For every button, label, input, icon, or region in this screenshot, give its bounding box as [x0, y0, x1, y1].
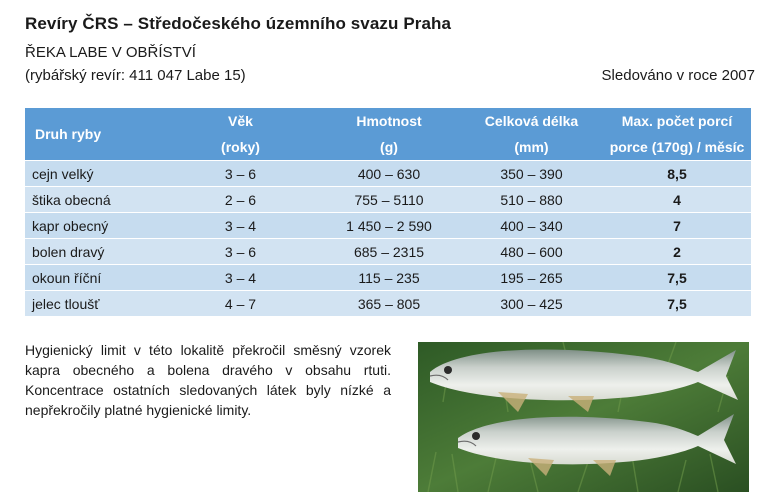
cell-max-portions: 7,5 [603, 265, 751, 291]
column-header-species: Druh ryby [25, 108, 163, 161]
table-row [25, 187, 751, 213]
cell-length: 480 – 600 [460, 239, 603, 265]
table-row [25, 239, 751, 265]
cell-age: 4 – 7 [163, 291, 318, 317]
column-header-length: Celková délka (mm) [460, 108, 603, 161]
cell-weight: 365 – 805 [318, 291, 460, 317]
cell-max-portions: 7 [603, 213, 751, 239]
fish-on-grass-image [418, 342, 749, 492]
cell-weight: 1 450 – 2 590 [318, 213, 460, 239]
table-row [25, 265, 751, 291]
column-header-max-portions: Max. počet porcí porce (170g) / měsíc [603, 108, 751, 161]
table-header-row [25, 108, 751, 161]
cell-species: jelec tloušť [25, 291, 163, 317]
cell-species: okoun říční [25, 265, 163, 291]
hygiene-note: Hygienický limit v této lokalitě překročil směsný vzorek kapra obecného a bolena dravého v obsahu rtuti. Koncentrace ostatních sledovaných látek byly nízké a nepřekročily platné hygienické limity. [25, 342, 391, 418]
cell-max-portions: 7,5 [603, 291, 751, 317]
cell-weight: 685 – 2315 [318, 239, 460, 265]
fish-photo [418, 342, 749, 492]
cell-weight: 755 – 5110 [318, 187, 460, 213]
cell-age: 3 – 6 [163, 161, 318, 187]
table-row [25, 213, 751, 239]
cell-species: štika obecná [25, 187, 163, 213]
cell-max-portions: 2 [603, 239, 751, 265]
column-header-weight: Hmotnost (g) [318, 108, 460, 161]
cell-age: 3 – 6 [163, 239, 318, 265]
cell-length: 350 – 390 [460, 161, 603, 187]
fishing-district-label: (rybářský revír: 411 047 Labe 15) [25, 67, 246, 84]
cell-length: 195 – 265 [460, 265, 603, 291]
cell-species: kapr obecný [25, 213, 163, 239]
cell-species: bolen dravý [25, 239, 163, 265]
fish-table [25, 108, 751, 316]
river-subtitle: ŘEKA LABE V OBŘÍSTVÍ [25, 44, 196, 61]
cell-length: 510 – 880 [460, 187, 603, 213]
cell-age: 2 – 6 [163, 187, 318, 213]
monitored-year-label: Sledováno v roce 2007 [601, 67, 755, 84]
cell-length: 400 – 340 [460, 213, 603, 239]
cell-weight: 115 – 235 [318, 265, 460, 291]
cell-age: 3 – 4 [163, 265, 318, 291]
column-header-age: Věk (roky) [163, 108, 318, 161]
cell-max-portions: 4 [603, 187, 751, 213]
cell-length: 300 – 425 [460, 291, 603, 317]
table-row [25, 161, 751, 187]
cell-weight: 400 – 630 [318, 161, 460, 187]
cell-max-portions: 8,5 [603, 161, 751, 187]
cell-age: 3 – 4 [163, 213, 318, 239]
cell-species: cejn velký [25, 161, 163, 187]
page-title: Revíry ČRS – Středočeského územního svazu Praha [25, 14, 452, 33]
table-row [25, 291, 751, 317]
